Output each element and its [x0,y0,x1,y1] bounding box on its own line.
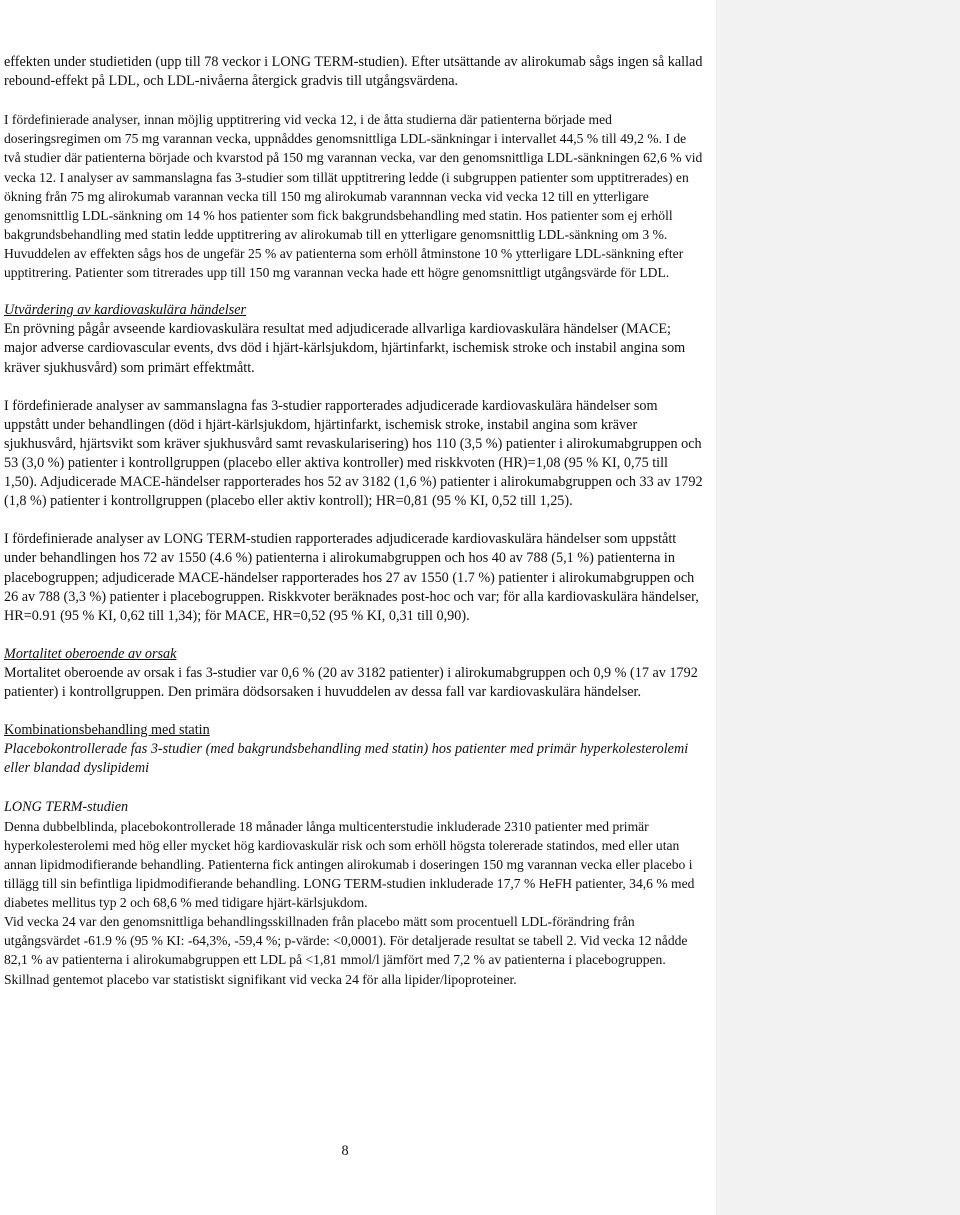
document-body [4,53,704,1008]
section-heading-cardiovascular [4,301,704,320]
section-heading-combination [4,721,704,740]
heading-combination-text: Kombinationsbehandling med statin [4,722,210,739]
section-heading-mortality [4,645,704,664]
subheading-placebo-text: Placebokontrollerade fas 3-studier (med bakgrundsbehandling med statin) hos patienter med primär hyperkolesterolemi eller blandad dyslipidemi [4,741,689,777]
paragraph-long-term-results: Vid vecka 24 var den genomsnittliga behandlingsskillnaden från placebo mätt som procentuell LDL-förändring från utgångsvärdet -61.9 % (95 % KI: -64,3%, -59,4 %; p-värde: <0,0001). För detaljerade resultat se tabell 2. Vid vecka 12 nådde 82,1 % av patienterna i alirokumabgruppen ett LDL på <1,81 mmol/l jämfört med 7,2 % av patienterna i placebogruppen. Skillnad gentemot placebo var statistiskt signifikant vid vecka 24 för alla lipider/lipoproteiner. [4,914,688,987]
paragraph-mortality: Mortalitet oberoende av orsak i fas 3-studier var 0,6 % (20 av 3182 patienter) i alirokumabgruppen och 0,9 % (17 av 1792 patienter) i kontrollgruppen. Den primära dödsorsaken i huvuddelen av dessa fall var kardiovaskulära händelser. [4,665,698,701]
subheading-long-term [4,798,704,817]
paragraph-cv-trial: En prövning pågår avseende kardiovaskulära resultat med adjudicerade allvarliga kardiovaskulära händelser (MACE; major adverse cardiovascular events, dvs död i hjärt-kärlsjukdom, hjärtinfarkt, ischemisk stroke och instabil angina som kräver sjukhusvård) som primärt effektmått. [4,321,686,376]
heading-cv-text: Utvärdering av kardiovaskulära händelser [4,302,247,319]
paragraph-continuation: effekten under studietiden (upp till 78 veckor i LONG TERM-studien). Efter utsättande av alirokumab sågs ingen så kallad rebound-effekt på LDL, och LDL-nivåerna återgick gradvis till utgångsvärdena. [4,54,703,90]
paragraph-cv-pooled: I fördefinierade analyser av sammanslagna fas 3-studier rapporterades adjudicerade kardiovaskulära händelser som uppstått under behandlingen (död i hjärt-kärlsjukdom, hjärtinfarkt, ischemisk stroke, instabil angina som kräver sjukhusvård, hjärtsvikt som kräver sjukhusvård samt revaskularisering) hos 110 (3,5 %) patienter i alirokumabgruppen och 53 (3,0 %) patienter i kontrollgruppen (placebo eller aktiva kontroller) med riskkvoten (HR)=1,08 (95 % KI, 0,75 till 1,50). Adjudicerade MACE-händelser rapporterades hos 52 av 3182 (1,6 %) patienter i alirokumabgruppen och 33 av 1792 (1,8 %) patienter i kontrollgruppen (placebo eller aktiv kontroll); HR=0,81 (95 % KI, 0,52 till 1,25). [4,397,703,510]
comment-margin [717,0,960,1215]
heading-mortality-text: Mortalitet oberoende av orsak [4,645,177,662]
paragraph-predefined-analyses: I fördefinierade analyser, innan möjlig upptitrering vid vecka 12, i de åtta studierna där patienterna började med doseringsregimen om 75 mg varannan vecka, uppnåddes genomsnittliga LDL-sänkningar i intervallet 44,5 % till 49,2 %. I de två studier där patienterna började och kvarstod på 150 mg varannan vecka, var den genomsnittliga LDL-sänkningen 62,6 % vid vecka 12. I analyser av sammanslagna fas 3-studier som tillät upptitrering ledde (i subgruppen patienter som upptitrerades) en ökning från 75 mg alirokumab varannan vecka till 150 mg alirokumab varannnan vecka vid vecka 12 till en ytterligare genomsnittlig LDL-sänkning om 14 % hos patienter som fick bakgrundsbehandling med statin. Hos patienter som ej erhöll bakgrundsbehandling med statin ledde upptitrering av alirokumab till en ytterligare genomsnittlig LDL-sänkning om 3 %. Huvuddelen av effekten sågs hos de ungefär 25 % av patienterna som erhöll åtminstone 10 % ytterligare LDL-sänkning efter upptitrering. Patienter som titrerades upp till 150 mg varannan vecka hade ett högre genomsnittligt utgångsvärde för LDL. [4,112,703,281]
page-number: 8 [341,1143,349,1159]
subheading-long-term-text: LONG TERM-studien [4,798,129,815]
subheading-placebo-controlled [4,740,704,778]
paragraph-cv-long-term: I fördefinierade analyser av LONG TERM-studien rapporterades adjudicerade kardiovaskulära händelser som uppstått under behandlingen hos 72 av 1550 (4.6 %) patienterna i alirokumabgruppen och hos 40 av 788 (5,1 %) patienterna in placebogruppen; adjudicerade MACE-händelser rapporterades hos 27 av 1550 (1.7 %) patienter i alirokumabgruppen och 26 av 788 (3,3 %) patienter i placebogruppen. Riskkvoter beräknades post-hoc och var; för alla kardiovaskulära händelser, HR=0.91 (95 % KI, 0,62 till 1,34); för MACE, HR=0,52 (95 % KI, 0,31 till 0,90). [4,531,699,624]
paragraph-long-term-design: Denna dubbelblinda, placebokontrollerade 18 månader långa multicenterstudie inkluderade 2310 patienter med primär hyperkolesterolemi med hög eller mycket hög kardiovaskulär risk och som erhöll högsta tolererade statindos, med eller utan annan lipidmodifierande behandling. Patienterna fick antingen alirokumab i doseringen 150 mg varannan vecka eller placebo i tillägg till sin befintliga lipidmodifierande behandling. LONG TERM-studien inkluderade 17,7 % HeFH patienter, 34,6 % med diabetes mellitus typ 2 och 68,6 % med tidigare hjärt-kärlsjukdom. [4,818,695,911]
